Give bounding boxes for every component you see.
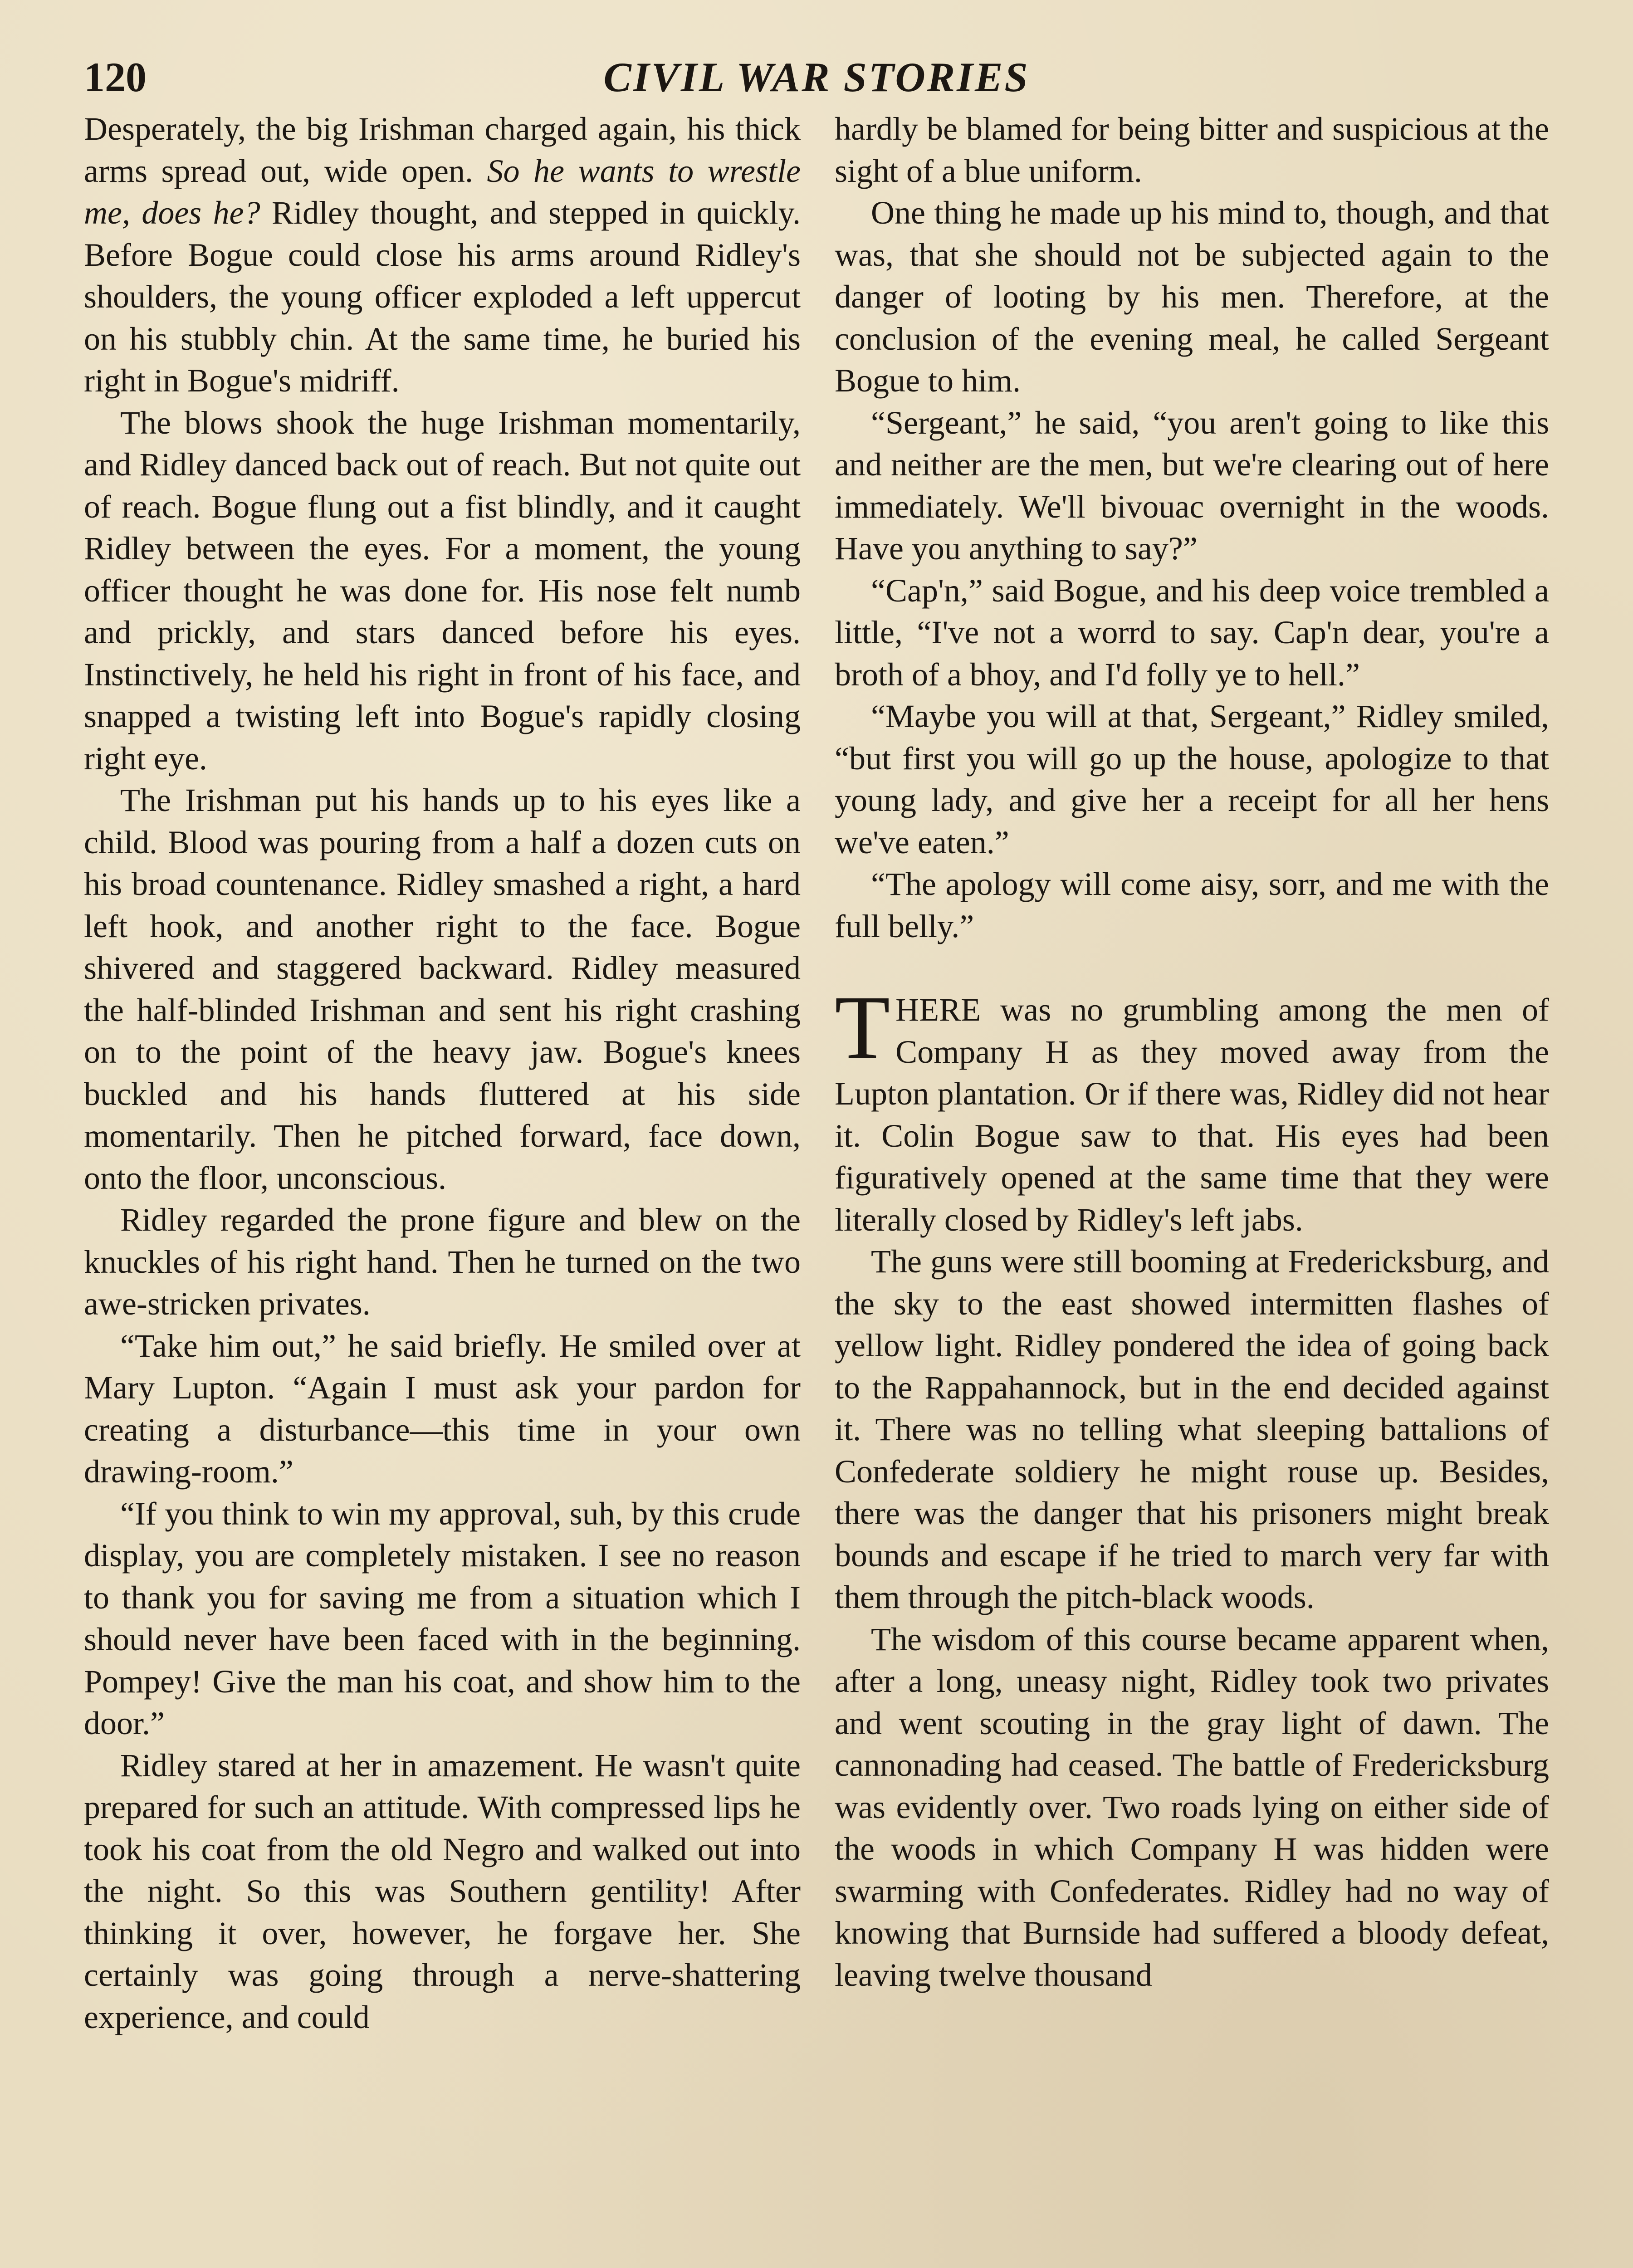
paragraph: The blows shook the huge Irishman momentarily, and Ridley danced back out of reach. But not quite out of reach. Bogue flung out a fist blindly, and it caught Ridley between the eyes. For a moment, the young officer thought he was done for. His nose felt numb and prickly, and stars danced before his eyes. Instinctively, he held his right in front of his face, and snapped a twisting left into Bogue's rapidly closing right eye.: [84, 404, 801, 777]
page-number: 120: [84, 54, 147, 100]
paragraph: One thing he made up his mind to, though, and that was, that she should not be subjected again to the danger of looting by his men. Therefore, at the conclusion of the evening meal, he called Sergeant Bogue to him.: [835, 195, 1549, 399]
paragraph: “Sergeant,” he said, “you aren't going to like this and neither are the men, but we're clearing out of here immediately. We'll bivouac overnight in the woods. Have you anything to say?”: [835, 404, 1549, 567]
paragraph: hardly be blamed for being bitter and suspicious at the sight of a blue uniform.: [835, 111, 1549, 189]
paragraph: [84, 108, 801, 402]
section-opening-text: HERE was no grumbling among the men of Company H as they moved away from the Lupton plantation. Or if there was, Ridley did not hear it. Colin Bogue saw to that. His eyes had been figuratively opened at the same time that they were literally closed by Ridley's left jabs.: [835, 992, 1549, 1238]
paragraph: “Cap'n,” said Bogue, and his deep voice trembled a little, “I've not a worrd to say. Cap'n dear, you're a broth of a bhoy, and I'd folly ye to hell.”: [835, 572, 1549, 693]
running-title: CIVIL WAR STORIES: [603, 54, 1030, 100]
paragraph: Ridley stared at her in amazement. He wasn't quite prepared for such an attitude. With compressed lips he took his coat from the old Negro and walked out into the night. So this was Southern gentility! After thinking it over, however, he forgave her. She certainly was going through a nerve-shattering experience, and could: [84, 1747, 801, 2035]
drop-cap: T: [835, 978, 890, 1078]
paragraph: Ridley regarded the prone figure and blew on the knuckles of his right hand. Then he turned on the two awe-stricken privates.: [84, 1202, 801, 1322]
paragraph-text: Desperately, the big Irishman charged again, his thick arms spread out, wide open. So he wants to wrestle me, does he? Ridley thought, and stepped in quickly. Before Bogue could close his arms around Ridley's shoulders, the young officer exploded a left uppercut on his stubbly chin. At the same time, he buried his right in Bogue's midriff.: [84, 111, 801, 399]
paragraph: “The apology will come aisy, sorr, and me with the full belly.”: [835, 866, 1549, 944]
paragraph: “Take him out,” he said briefly. He smiled over at Mary Lupton. “Again I must ask your pardon for creating a disturbance—this time in your own drawing-room.”: [84, 1327, 801, 1490]
paragraph: “If you think to win my approval, suh, by this crude display, you are completely mistaken. I see no reason to thank you for saving me from a situation which I should never have been faced with in the beginning. Pompey! Give the man his coat, and show him to the door.”: [84, 1495, 801, 1741]
inner-thought: So he wants to wrestle me, does he?: [84, 152, 801, 231]
page-header: [84, 50, 1549, 104]
right-column: [835, 108, 1549, 1996]
left-column: [84, 108, 801, 2038]
section-opening-paragraph: [835, 978, 1549, 1241]
paragraph: The Irishman put his hands up to his eyes like a child. Blood was pouring from a half a dozen cuts on his broad countenance. Ridley smashed a right, a hard left hook, and another right to the face. Bogue shivered and staggered backward. Ridley measured the half-blinded Irishman and sent his right crashing on to the point of the heavy jaw. Bogue's knees buckled and his hands fluttered at his side momentarily. Then he pitched forward, face down, onto the floor, unconscious.: [84, 782, 801, 1196]
section-break: [835, 947, 1549, 989]
paragraph: The wisdom of this course became apparent when, after a long, uneasy night, Ridley took two privates and went scouting in the gray light of dawn. The cannonading had ceased. The battle of Fredericksburg was evidently over. Two roads lying on either side of the woods in which Company H was hidden were swarming with Confederates. Ridley had no way of knowing that Burnside had suffered a bloody defeat, leaving twelve thousand: [835, 1621, 1549, 1993]
paragraph: The guns were still booming at Fredericksburg, and the sky to the east showed intermitten flashes of yellow light. Ridley pondered the idea of going back to the Rappahannock, but in the end decided against it. There was no telling what sleeping battalions of Confederate soldiery he might rouse up. Besides, there was the danger that his prisoners might break bounds and escape if he tried to march very far with them through the pitch-black woods.: [835, 1243, 1549, 1615]
paragraph: “Maybe you will at that, Sergeant,” Ridley smiled, “but first you will go up the house, apologize to that young lady, and give her a receipt for all her hens we've eaten.”: [835, 698, 1549, 860]
